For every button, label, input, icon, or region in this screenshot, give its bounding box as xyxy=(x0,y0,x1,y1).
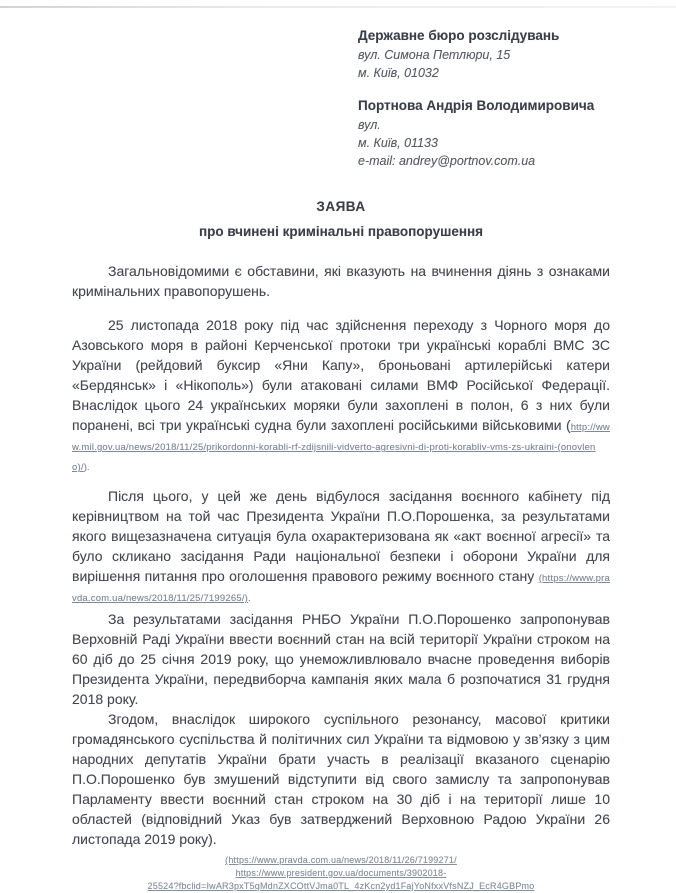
paragraph-intro-text: Загальновідомими є обставини, які вказують на вчинення діянь з ознаками кримінальних правопорушень. xyxy=(72,263,610,299)
paragraph-war-cabinet-text: Після цього, у цей же день відбулося засідання воєнного кабінету під керівництвом на той час Президента України П.О.Порошенка, за результатами якого вищезазначена ситуація була охарактеризована як «акт воєнної агресії» та було скликано засідання Ради національної безпеки і оборони України для вирішення питання про оголошення правового режиму воєнного стану xyxy=(72,488,610,584)
paragraph-war-cabinet xyxy=(72,486,610,609)
applicant-street: вул. xyxy=(358,118,381,132)
link-mil-gov-ua[interactable]: http://www.mil.gov.ua/news/2018/11/25/prikordonni-korabli-rf-zdijsnili-vidverto-agresivni-di-proti-korabliv-vms-zs-ukraini-(onovleno)/ xyxy=(72,422,610,473)
paragraph-kerch-text: 25 листопада 2018 року під час здійснення переходу з Чорного моря до Азовського моря в районі Керченської протоки три українські кораблі ВМС ЗС України (рейдовий буксир «Яни Капу», броньовані артилерійські катери «Бердянськ» і «Нікополь») були атаковані силами ВМФ Російської Федерації. Внаслідок цього 24 українських моряки були захоплені в полон, 6 з них були поранені, всі три українські судна були захоплені російськими військовими ( xyxy=(72,317,610,433)
recipient-street: вул. Симона Петлюри, 15 xyxy=(358,48,511,62)
paragraph-martial-law-60 xyxy=(72,609,610,709)
title-block xyxy=(72,198,610,241)
applicant-email: e-mail: andrey@portnov.com.ua xyxy=(358,154,536,168)
footnote-line xyxy=(72,867,610,880)
paragraph-war-cabinet-closing: . xyxy=(248,593,251,604)
recipient-block xyxy=(358,26,610,82)
applicant-name: Портнова Андрія Володимировича xyxy=(358,98,595,113)
footnote-links xyxy=(72,854,610,893)
paragraph-martial-law-30 xyxy=(72,709,610,849)
recipient-name: Державне бюро розслідувань xyxy=(358,28,560,43)
paragraph-kerch-incident xyxy=(72,315,610,478)
document-body xyxy=(72,261,610,849)
footnote-link-president-fbclid[interactable]: 25524?fbclid=IwAR3pxT5qMdnZXCOttVJma0TL_4zKcn2yd1FajYoNfxxVfsNZJ_EcR4GBPmo xyxy=(147,881,535,891)
applicant-block xyxy=(358,96,610,170)
document-title: ЗАЯВА xyxy=(316,199,366,214)
paragraph-martial-law-30-text: Згодом, внаслідок широкого суспільного резонансу, масової критики громадянського суспільства й політичних сил України та відмовою у зв’язку з цим народних депутатів України брати участь в реалізації вказаного сценарію П.О.Порошенко був змушений відступити від свого замислу та запропонував Парламенту ввести воєнний стан строком на 30 діб і на території лише 10 областей (відповідний Указ був затверджений Верховною Радою України 26 листопада 2019 року). xyxy=(72,711,610,847)
paragraph-kerch-closing: ). xyxy=(83,462,90,473)
recipient-city: м. Київ, 01032 xyxy=(358,66,439,80)
link-pravda[interactable]: (https://www.pravda.com.ua/news/2018/11/25/7199265/) xyxy=(72,573,610,604)
footnote-line xyxy=(72,854,610,867)
document-subtitle: про вчинені кримінальні правопорушення xyxy=(198,224,484,239)
footnote-link-president[interactable]: https://www.president.gov.ua/documents/3902018- xyxy=(235,868,447,878)
paragraph-martial-law-60-text: За результатами засідання РНБО України П.О.Порошенко запропонував Верховній Раді України ввести воєнний стан на всій території України строком на 60 діб до 25 січня 2019 року, що унеможливлювало вчасне проведення виборів Президента України, передвиборча кампанія яких мала б розпочатися 31 грудня 2018 року. xyxy=(72,611,610,707)
footnote-line xyxy=(72,880,610,893)
applicant-city: м. Київ, 01133 xyxy=(358,136,438,150)
footnote-link-pravda[interactable]: (https://www.pravda.com.ua/news/2018/11/26/7199271/ xyxy=(225,855,457,865)
paragraph-intro xyxy=(72,261,610,301)
